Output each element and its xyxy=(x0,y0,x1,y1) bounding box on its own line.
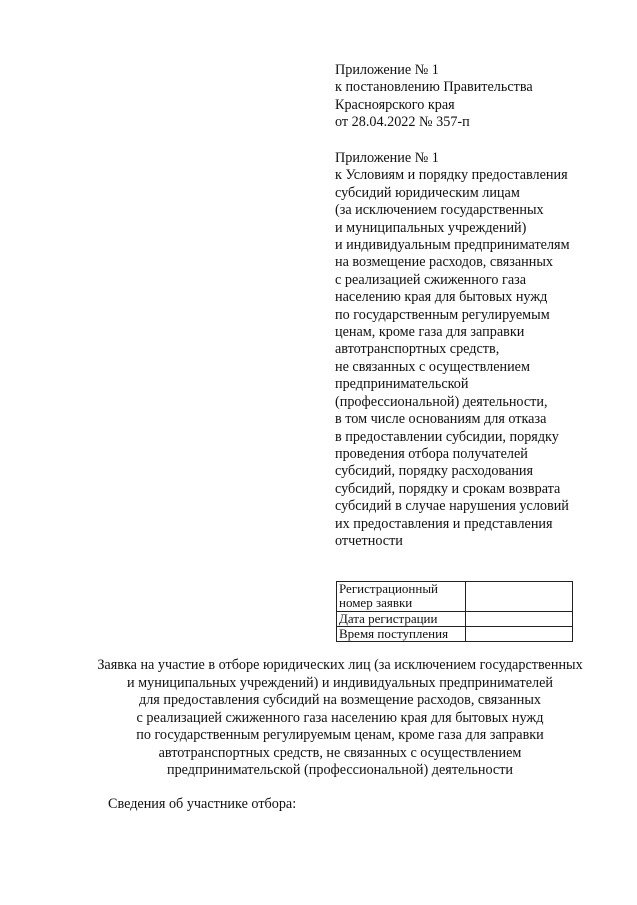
appendix-line: предпринимательской xyxy=(335,376,469,393)
registration-date-field[interactable] xyxy=(466,612,573,627)
appendix-line: субсидий, порядку и срокам возврата xyxy=(335,480,561,497)
appendix-line: ценам, кроме газа для заправки xyxy=(335,324,525,341)
appendix-line: автотранспортных средств, xyxy=(335,341,500,358)
appendix-line: Красноярского края xyxy=(335,96,455,113)
appendix-line: к Условиям и порядку предоставления xyxy=(335,167,568,184)
appendix-line: в предоставлении субсидии, порядку xyxy=(335,428,559,445)
appendix-line: на возмещение расходов, связанных xyxy=(335,254,553,271)
appendix-line: проведения отбора получателей xyxy=(335,445,528,462)
participant-info-heading: Сведения об участнике отбора: xyxy=(108,796,297,812)
appendix-line: (профессиональной) деятельности, xyxy=(335,393,548,410)
title-line: для предоставления субсидий на возмещение расходов, связанных xyxy=(139,692,541,708)
receipt-time-field[interactable] xyxy=(466,627,573,642)
label-line: номер заявки xyxy=(339,595,413,610)
title-line: и муниципальных учреждений) и индивидуальных предпринимателей xyxy=(127,674,553,691)
appendix-header-conditions xyxy=(335,150,630,550)
appendix-line: от 28.04.2022 № 357-п xyxy=(335,114,470,131)
appendix-line: в том числе основаниям для отказа xyxy=(335,411,547,428)
appendix-line: к постановлению Правительства xyxy=(335,79,533,96)
appendix-line: и муниципальных учреждений) xyxy=(335,219,527,236)
appendix-line: Приложение № 1 xyxy=(335,62,439,78)
title-line: Заявка на участие в отборе юридических лиц (за исключением государственных xyxy=(97,657,583,673)
title-line: автотранспортных средств, не связанных с осуществлением xyxy=(158,744,522,761)
appendix-line: по государственным регулируемым xyxy=(335,306,550,323)
appendix-line: отчетности xyxy=(335,532,403,549)
appendix-line: не связанных с осуществлением xyxy=(335,358,530,375)
appendix-line: их предоставления и представления xyxy=(335,515,553,532)
appendix-line: (за исключением государственных xyxy=(335,202,544,219)
registration-number-field[interactable] xyxy=(466,582,573,612)
table-row xyxy=(337,582,573,612)
table-row xyxy=(337,627,573,642)
registration-date-label: Дата регистрации xyxy=(337,612,466,627)
appendix-line: с реализацией сжиженного газа xyxy=(335,271,527,288)
application-title xyxy=(40,657,637,780)
appendix-line: субсидий в случае нарушения условий xyxy=(335,498,569,515)
title-line: с реализацией сжиженного газа населению края для бытовых нужд xyxy=(136,709,544,726)
registration-table xyxy=(336,581,573,642)
title-line: предпринимательской (профессиональной) деятельности xyxy=(167,762,513,778)
appendix-line: населению края для бытовых нужд xyxy=(335,289,548,306)
appendix-line: субсидий, порядку расходования xyxy=(335,463,534,480)
registration-number-label xyxy=(337,582,466,612)
appendix-line: и индивидуальным предпринимателям xyxy=(335,237,570,254)
title-line: по государственным регулируемым ценам, кроме газа для заправки xyxy=(136,727,544,743)
appendix-header-resolution xyxy=(335,62,630,132)
table-row xyxy=(337,612,573,627)
receipt-time-label: Время поступления xyxy=(337,627,466,642)
label-line: Регистрационный xyxy=(339,581,439,596)
appendix-line: субсидий юридическим лицам xyxy=(335,184,520,201)
appendix-line: Приложение № 1 xyxy=(335,150,439,166)
